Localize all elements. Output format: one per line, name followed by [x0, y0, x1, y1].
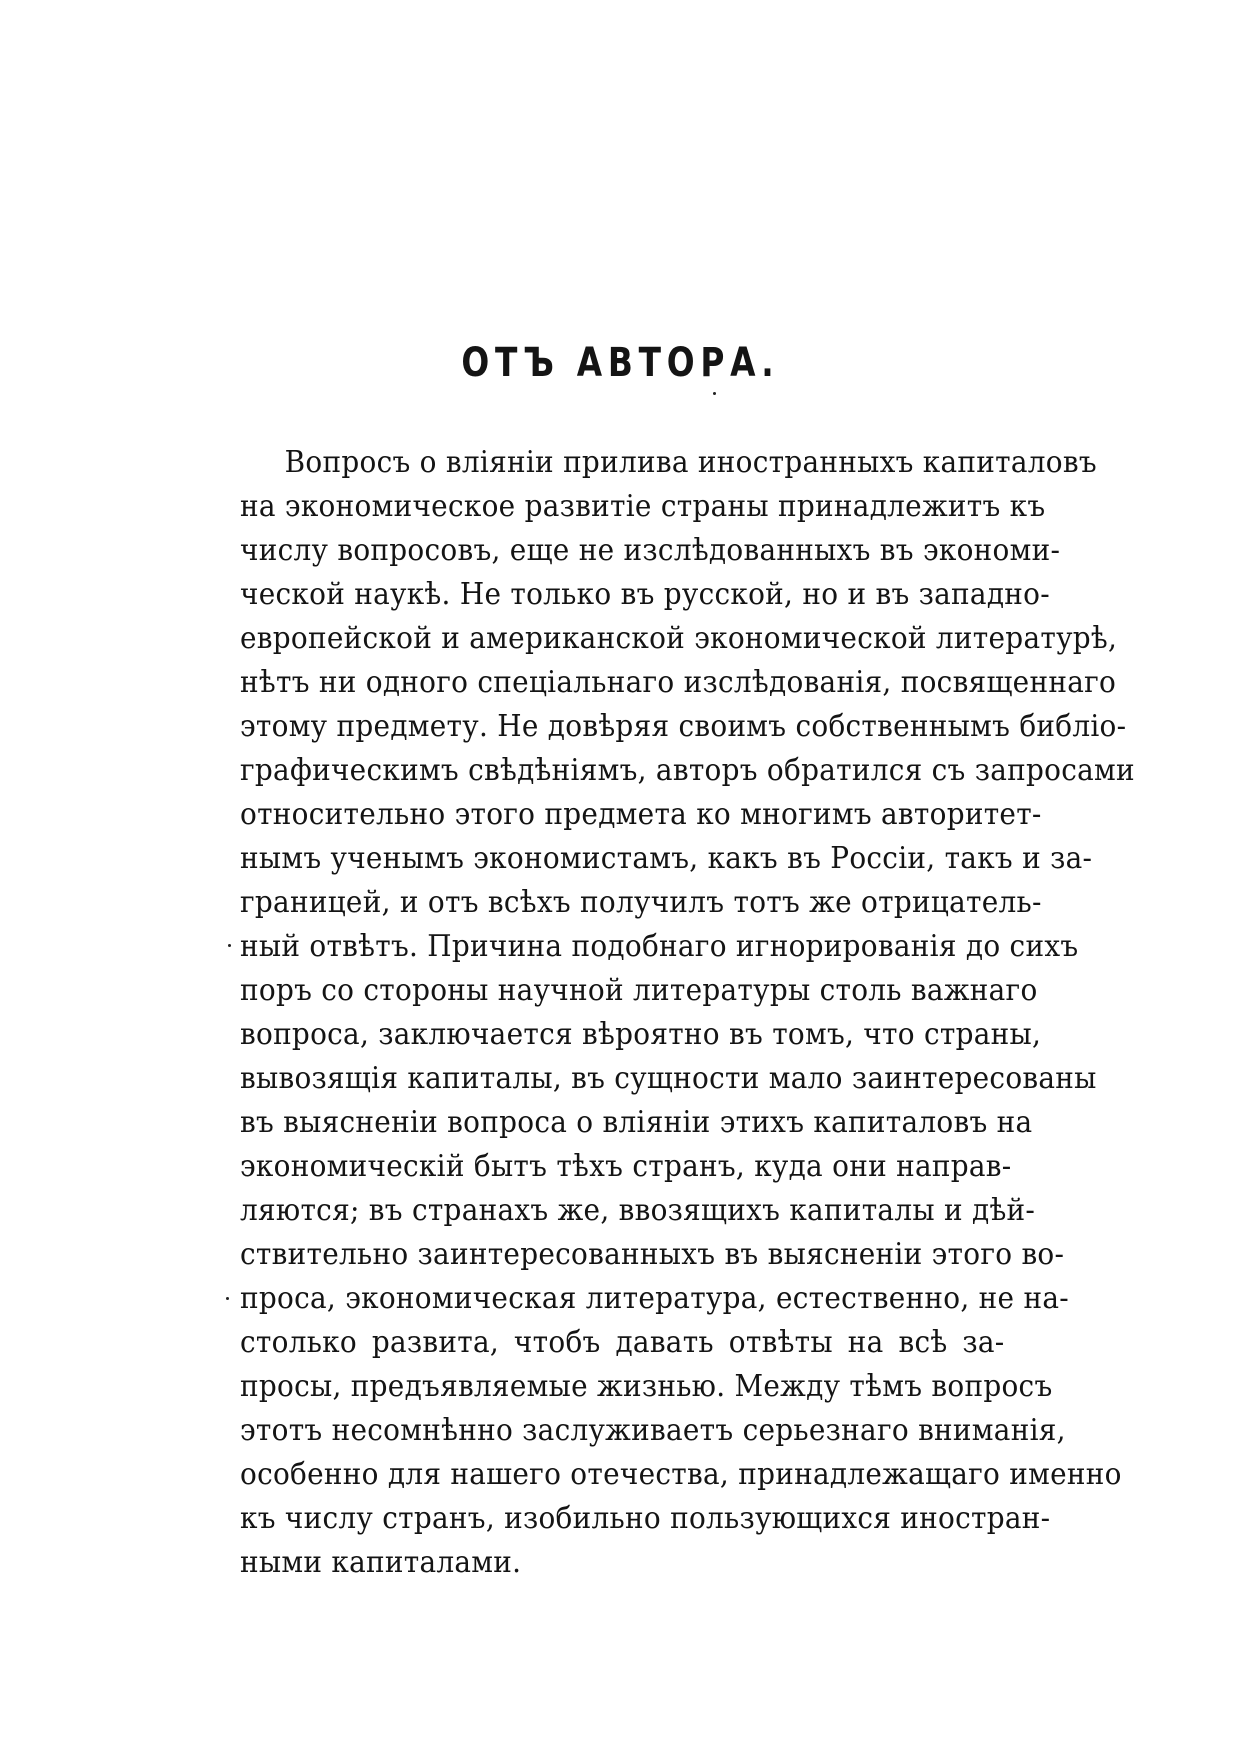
print-speck: [226, 1297, 229, 1300]
text-line: къ числу странъ, изобильно пользующихся иностран-: [240, 1501, 1051, 1536]
text-line: проса, экономическая литература, естественно, не на-: [240, 1281, 1069, 1316]
text-line: этому предмету. Не довѣряя своимъ собственнымъ библіо-: [240, 709, 1127, 744]
text-line: просы, предъявляемые жизнью. Между тѣмъ вопросъ: [240, 1369, 1053, 1404]
text-line: въ выясненіи вопроса о вліяніи этихъ капиталовъ на: [240, 1105, 1033, 1140]
text-line: особенно для нашего отечества, принадлежащаго именно: [240, 1457, 1122, 1492]
print-speck: [713, 392, 716, 395]
page-title: ОТЪ АВТОРА.: [461, 340, 780, 386]
text-line: ствительно заинтересованныхъ въ выясненіи этого во-: [240, 1237, 1065, 1272]
preface-paragraph: [240, 441, 1135, 1585]
text-line: нѣтъ ни одного спеціальнаго изслѣдованія, посвященнаго: [240, 665, 1117, 700]
text-line: графическимъ свѣдѣніямъ, авторъ обратился съ запросами: [240, 753, 1135, 788]
text-line: столько развита, чтобъ давать отвѣты на всѣ за-: [240, 1325, 1005, 1360]
text-line: ляются; въ странахъ же, ввозящихъ капиталы и дѣй-: [240, 1193, 1036, 1228]
text-line: на экономическое развитіе страны принадлежитъ къ: [240, 489, 1046, 524]
text-line: этотъ несомнѣнно заслуживаетъ серьезнаго вниманія,: [240, 1413, 1066, 1448]
print-speck: [228, 944, 231, 947]
text-line: ческой наукѣ. Не только въ русской, но и въ западно-: [240, 577, 1050, 612]
text-line: европейской и американской экономической литературѣ,: [240, 621, 1118, 656]
text-line: числу вопросовъ, еще не изслѣдованныхъ въ экономи-: [240, 533, 1061, 568]
text-line: границей, и отъ всѣхъ получилъ тотъ же отрицатель-: [240, 885, 1042, 920]
text-line: вопроса, заключается вѣроятно въ томъ, что страны,: [240, 1017, 1042, 1052]
text-line: вывозящія капиталы, въ сущности мало заинтересованы: [240, 1061, 1097, 1096]
text-line: ный отвѣтъ. Причина подобнаго игнорированія до сихъ: [240, 929, 1079, 964]
text-line: Вопросъ о вліяніи прилива иностранныхъ капиталовъ: [284, 445, 1097, 480]
text-line: экономическій бытъ тѣхъ странъ, куда они направ-: [240, 1149, 1012, 1184]
text-line: относительно этого предмета ко многимъ авторитет-: [240, 797, 1042, 832]
text-line: ными капиталами.: [240, 1545, 522, 1580]
text-line: поръ со стороны научной литературы столь важнаго: [240, 973, 1038, 1008]
text-line: нымъ ученымъ экономистамъ, какъ въ Россіи, такъ и за-: [240, 841, 1093, 876]
